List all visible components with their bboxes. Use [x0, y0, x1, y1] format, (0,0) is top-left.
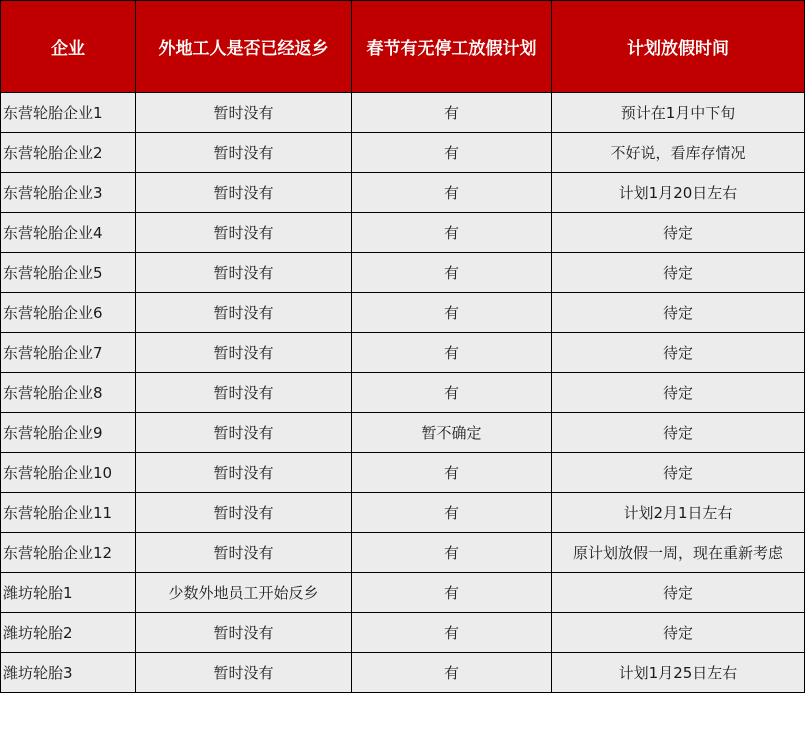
cell-holiday-time: 待定 — [552, 253, 805, 293]
cell-holiday-plan: 有 — [352, 133, 552, 173]
cell-holiday-time: 原计划放假一周，现在重新考虑 — [552, 533, 805, 573]
cell-holiday-time: 待定 — [552, 413, 805, 453]
cell-workers-returned: 暂时没有 — [136, 213, 352, 253]
cell-workers-returned: 暂时没有 — [136, 653, 352, 693]
table-row — [1, 573, 805, 613]
cell-holiday-plan: 有 — [352, 333, 552, 373]
table-row — [1, 133, 805, 173]
cell-company: 潍坊轮胎2 — [1, 613, 136, 653]
cell-holiday-plan: 有 — [352, 213, 552, 253]
cell-holiday-time: 预计在1月中下旬 — [552, 93, 805, 133]
cell-workers-returned: 暂时没有 — [136, 253, 352, 293]
header-row — [1, 1, 805, 93]
table-row — [1, 653, 805, 693]
table-row — [1, 93, 805, 133]
table-row — [1, 493, 805, 533]
cell-workers-returned: 暂时没有 — [136, 93, 352, 133]
cell-company: 东营轮胎企业7 — [1, 333, 136, 373]
cell-workers-returned: 暂时没有 — [136, 373, 352, 413]
cell-company: 东营轮胎企业6 — [1, 293, 136, 333]
header-holiday-plan: 春节有无停工放假计划 — [352, 1, 552, 93]
cell-holiday-plan: 有 — [352, 93, 552, 133]
cell-holiday-time: 计划1月20日左右 — [552, 173, 805, 213]
table-row — [1, 533, 805, 573]
cell-company: 潍坊轮胎1 — [1, 573, 136, 613]
cell-company: 东营轮胎企业11 — [1, 493, 136, 533]
header-company: 企业 — [1, 1, 136, 93]
cell-holiday-time: 待定 — [552, 373, 805, 413]
table-row — [1, 293, 805, 333]
table-row — [1, 413, 805, 453]
cell-workers-returned: 暂时没有 — [136, 493, 352, 533]
cell-holiday-time: 不好说，看库存情况 — [552, 133, 805, 173]
table-row — [1, 213, 805, 253]
cell-holiday-plan: 有 — [352, 453, 552, 493]
cell-workers-returned: 暂时没有 — [136, 613, 352, 653]
cell-holiday-plan: 有 — [352, 653, 552, 693]
cell-company: 东营轮胎企业12 — [1, 533, 136, 573]
table-row — [1, 373, 805, 413]
cell-workers-returned: 少数外地员工开始反乡 — [136, 573, 352, 613]
cell-workers-returned: 暂时没有 — [136, 333, 352, 373]
table-row — [1, 453, 805, 493]
cell-holiday-time: 待定 — [552, 453, 805, 493]
cell-company: 东营轮胎企业1 — [1, 93, 136, 133]
cell-holiday-time: 待定 — [552, 333, 805, 373]
cell-holiday-time: 待定 — [552, 213, 805, 253]
cell-workers-returned: 暂时没有 — [136, 413, 352, 453]
cell-workers-returned: 暂时没有 — [136, 173, 352, 213]
header-workers-returned: 外地工人是否已经返乡 — [136, 1, 352, 93]
table-body — [1, 93, 805, 693]
cell-holiday-plan: 暂不确定 — [352, 413, 552, 453]
cell-holiday-time: 待定 — [552, 613, 805, 653]
cell-company: 东营轮胎企业2 — [1, 133, 136, 173]
cell-workers-returned: 暂时没有 — [136, 293, 352, 333]
cell-workers-returned: 暂时没有 — [136, 533, 352, 573]
cell-company: 潍坊轮胎3 — [1, 653, 136, 693]
cell-company: 东营轮胎企业10 — [1, 453, 136, 493]
cell-company: 东营轮胎企业4 — [1, 213, 136, 253]
cell-holiday-plan: 有 — [352, 613, 552, 653]
cell-holiday-plan: 有 — [352, 173, 552, 213]
cell-holiday-plan: 有 — [352, 573, 552, 613]
cell-company: 东营轮胎企业8 — [1, 373, 136, 413]
table-row — [1, 173, 805, 213]
cell-holiday-time: 待定 — [552, 573, 805, 613]
table-row — [1, 333, 805, 373]
cell-holiday-plan: 有 — [352, 373, 552, 413]
cell-holiday-time: 待定 — [552, 293, 805, 333]
cell-company: 东营轮胎企业9 — [1, 413, 136, 453]
cell-company: 东营轮胎企业3 — [1, 173, 136, 213]
table-row — [1, 253, 805, 293]
header-holiday-time: 计划放假时间 — [552, 1, 805, 93]
table-row — [1, 613, 805, 653]
cell-holiday-time: 计划2月1日左右 — [552, 493, 805, 533]
cell-holiday-plan: 有 — [352, 533, 552, 573]
cell-holiday-plan: 有 — [352, 253, 552, 293]
cell-holiday-time: 计划1月25日左右 — [552, 653, 805, 693]
cell-holiday-plan: 有 — [352, 293, 552, 333]
cell-holiday-plan: 有 — [352, 493, 552, 533]
cell-company: 东营轮胎企业5 — [1, 253, 136, 293]
cell-workers-returned: 暂时没有 — [136, 133, 352, 173]
cell-workers-returned: 暂时没有 — [136, 453, 352, 493]
